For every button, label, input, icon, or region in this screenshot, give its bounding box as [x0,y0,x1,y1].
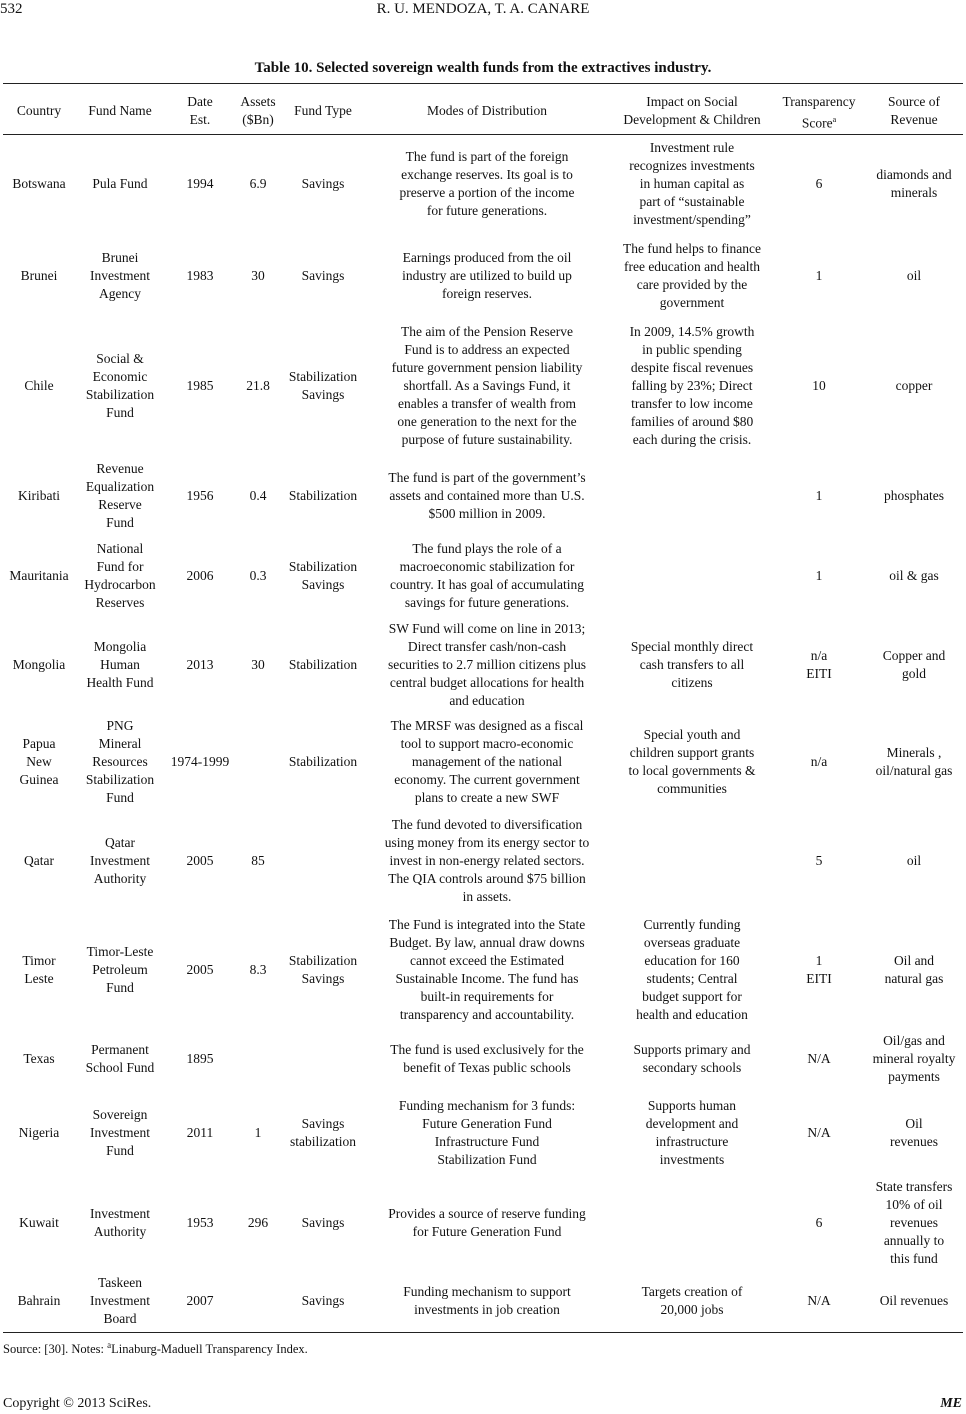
table-header-rule [3,134,963,135]
header-score [774,93,864,133]
header-source-label: Source of Revenue [887,94,941,127]
table-cell-modes: Funding mechanism to support investments in job creation [403,1284,571,1317]
table-cell-date: 2005 [186,853,214,868]
header-type-label: Fund Type [294,103,352,118]
table-cell-impact: Targets creation of 20,000 jobs [641,1284,743,1317]
table-cell-country: Qatar [24,853,54,868]
table-cell-country: Botswana [12,176,66,191]
table-cell-impact: Supports primary and secondary schools [633,1042,751,1075]
table-cell-country: Mauritania [9,568,69,583]
table-cell-country: Bahrain [17,1293,61,1308]
table-cell-date: 1895 [186,1051,214,1066]
table-cell-modes: Funding mechanism for 3 funds: Future Generation Fund Infrastructure Fund Stabilization Fund [398,1098,576,1167]
table-cell-type: Stabilization Savings [288,559,358,592]
table-cell-source: Copper and gold [882,648,946,681]
running-head: R. U. MENDOZA, T. A. CANARE [376,1,590,17]
header-fund-name [74,102,166,120]
table-cell-country: Chile [24,378,54,393]
header-date [164,93,236,129]
table-cell-country: Texas [23,1051,55,1066]
table-cell-modes: The Fund is integrated into the State Budget. By law, annual draw downs cannot exceed the Estimated Sustainable Income. The fund has built-in requirements for transparency and accountability. [388,917,586,1022]
table-cell-type: Stabilization [288,657,358,672]
table-cell-fund-name: Pula Fund [92,176,148,191]
table-cell-modes: Provides a source of reserve funding for Future Generation Fund [388,1206,586,1239]
table-cell-source: State transfers 10% of oil revenues annually to this fund [875,1179,953,1266]
table-cell-assets: 85 [251,853,265,868]
table-cell-source: Minerals , oil/natural gas [875,745,953,778]
note-text: Linaburg-Maduell Transparency Index. [111,1342,308,1357]
header-source [864,93,964,129]
table-cell-type: Savings [301,1293,345,1308]
table-cell-country: Kuwait [19,1215,59,1230]
table-cell-type: Stabilization Savings [288,369,358,402]
table-cell-date: 2011 [186,1125,214,1140]
table-cell-score: n/a EITI [806,648,832,681]
table-cell-fund-name: National Fund for Hydrocarbon Reserves [84,541,156,610]
table-cell-modes: The aim of the Pension Reserve Fund is to address an expected future government pension liability shortfall. As a Savings Fund, it enables a transfer of wealth from one generation to the next for the purpose of future sustainability. [391,324,583,447]
table-cell-date: 1953 [186,1215,214,1230]
header-modes-label: Modes of Distribution [427,103,547,118]
header-modes [362,102,612,120]
table-cell-modes: The MRSF was designed as a fiscal tool to support macro-economic management of the national economy. The current government plans to create a new SWF [390,718,584,805]
header-fund-name-label: Fund Name [88,103,152,118]
table-cell-score: 1 [815,488,823,503]
table-cell-country: Papua New Guinea [19,736,59,787]
table-cell-modes: SW Fund will come on line in 2013; Direct transfer cash/non-cash securities to 2.7 million citizens plus central budget allocations for health and education [388,621,586,708]
table-note [3,1340,308,1357]
header-country [1,102,77,120]
table-cell-assets: 30 [251,657,265,672]
copyright-footer: Copyright © 2013 SciRes. [3,1396,152,1411]
transparency-superscript: a [832,115,837,124]
table-cell-type: Stabilization [288,754,358,769]
table-top-rule [3,83,963,84]
table-cell-assets: 1 [254,1125,262,1140]
note-source: Source: [30]. Notes: [3,1342,108,1357]
table-cell-country: Nigeria [18,1125,60,1140]
table-cell-fund-name: Brunei Investment Agency [90,250,150,301]
table-cell-date: 1983 [186,268,214,283]
table-cell-impact: Special monthly direct cash transfers to all citizens [630,639,754,690]
table-cell-impact: The fund helps to finance free education and health care provided by the government [623,241,761,310]
table-cell-impact: Supports human development and infrastructure investments [645,1098,739,1167]
table-caption: Table 10. Selected sovereign wealth funds from the extractives industry. [254,60,712,76]
table-cell-country: Kiribati [18,488,60,503]
header-assets-label: Assets ($Bn) [240,94,276,127]
table-cell-assets: 8.3 [249,962,267,977]
table-cell-date: 2007 [186,1293,214,1308]
table-cell-fund-name: Social & Economic Stabilization Fund [85,351,155,420]
table-cell-fund-name: PNG Mineral Resources Stabilization Fund [85,718,155,805]
table-cell-country: Mongolia [12,657,66,672]
table-cell-modes: The fund plays the role of a macroeconomic stabilization for country. It has goal of accumulating savings for future generations. [389,541,585,610]
header-date-label: Date Est. [187,94,213,127]
table-cell-score: N/A [807,1293,831,1308]
table-cell-source: Oil and natural gas [884,953,944,986]
table-cell-date: 2006 [186,568,214,583]
table-cell-impact: In 2009, 14.5% growth in public spending despite fiscal revenues falling by 23%; Direct transfer to low income families of around $80 each during the crisis. [629,324,755,447]
table-cell-score: N/A [807,1051,831,1066]
header-type [281,102,365,120]
table-cell-fund-name: Taskeen Investment Board [90,1275,150,1326]
table-cell-fund-name: Qatar Investment Authority [90,835,150,886]
table-cell-assets: 30 [251,268,265,283]
table-cell-impact: Currently funding overseas graduate education for 160 students; Central budget support for health and education [636,917,748,1022]
table-cell-fund-name: Sovereign Investment Fund [90,1107,150,1158]
table-cell-score: 5 [815,853,823,868]
header-impact-label: Impact on Social Development & Children [623,94,761,127]
table-cell-fund-name: Permanent School Fund [85,1042,155,1075]
table-cell-modes: The fund is used exclusively for the benefit of Texas public schools [390,1042,584,1075]
table-cell-score: 6 [815,1215,823,1230]
table-cell-modes: The fund devoted to diversification using money from its energy sector to invest in non-energy related sectors. The QIA controls around $75 billion in assets. [384,817,590,904]
table-cell-type: Savings [301,176,345,191]
table-cell-type: Stabilization [288,488,358,503]
header-country-label: Country [16,103,62,118]
table-cell-assets: 0.4 [249,488,267,503]
table-cell-assets: 6.9 [249,176,267,191]
table-cell-assets: 21.8 [246,378,270,393]
table-cell-source: Oil/gas and mineral royalty payments [872,1033,956,1084]
table-cell-type: Savings [301,268,345,283]
table-cell-source: Oil revenues [879,1293,949,1308]
note-superscript: a [107,1340,112,1350]
table-cell-country: Timor Leste [22,953,56,986]
table-cell-country: Brunei [20,268,58,283]
table-cell-date: 1974-1999 [170,754,230,769]
table-cell-score: 1 EITI [806,953,832,986]
table-cell-source: oil [906,853,922,868]
table-cell-source: oil [906,268,922,283]
table-cell-modes: Earnings produced from the oil industry are utilized to build up foreign reserves. [402,250,572,301]
table-cell-score: 10 [812,378,826,393]
table-cell-score: 1 [815,568,823,583]
header-assets [235,93,281,129]
table-cell-source: phosphates [884,488,944,503]
table-cell-source: diamonds and minerals [876,167,952,200]
table-cell-date: 1985 [186,378,214,393]
table-cell-type: Savings [301,1215,345,1230]
table-cell-fund-name: Investment Authority [90,1206,150,1239]
table-cell-score: 1 [815,268,823,283]
table-cell-type: Stabilization Savings [288,953,358,986]
header-impact [609,93,775,129]
table-cell-score: n/a [810,754,828,769]
header-score-label: Transparency Score [782,94,856,131]
table-cell-source: copper [895,378,933,393]
table-cell-fund-name: Mongolia Human Health Fund [86,639,154,690]
table-cell-score: N/A [807,1125,831,1140]
table-cell-impact: Investment rule recognizes investments in human capital as part of “sustainable investment/spending” [629,140,755,227]
table-cell-date: 2013 [186,657,214,672]
table-cell-modes: The fund is part of the foreign exchange reserves. Its goal is to preserve a portion of the income for future generations. [399,149,575,218]
table-cell-fund-name: Timor-Leste Petroleum Fund [86,944,154,995]
table-cell-impact: Special youth and children support grants to local governments & communities [628,727,756,796]
page-number: 532 [0,1,23,17]
journal-abbrev: ME [940,1396,962,1411]
table-cell-type: Savings stabilization [290,1116,356,1149]
table-cell-date: 1994 [186,176,214,191]
table-cell-source: oil & gas [889,568,939,583]
table-cell-date: 1956 [186,488,214,503]
table-bottom-rule [3,1332,963,1333]
table-cell-fund-name: Revenue Equalization Reserve Fund [85,461,155,530]
table-cell-assets: 0.3 [249,568,267,583]
table-cell-modes: The fund is part of the government’s assets and contained more than U.S. $500 million in 2009. [388,470,586,521]
table-cell-assets: 296 [247,1215,269,1230]
table-cell-date: 2005 [186,962,214,977]
table-cell-source: Oil revenues [890,1116,938,1149]
table-cell-score: 6 [815,176,823,191]
